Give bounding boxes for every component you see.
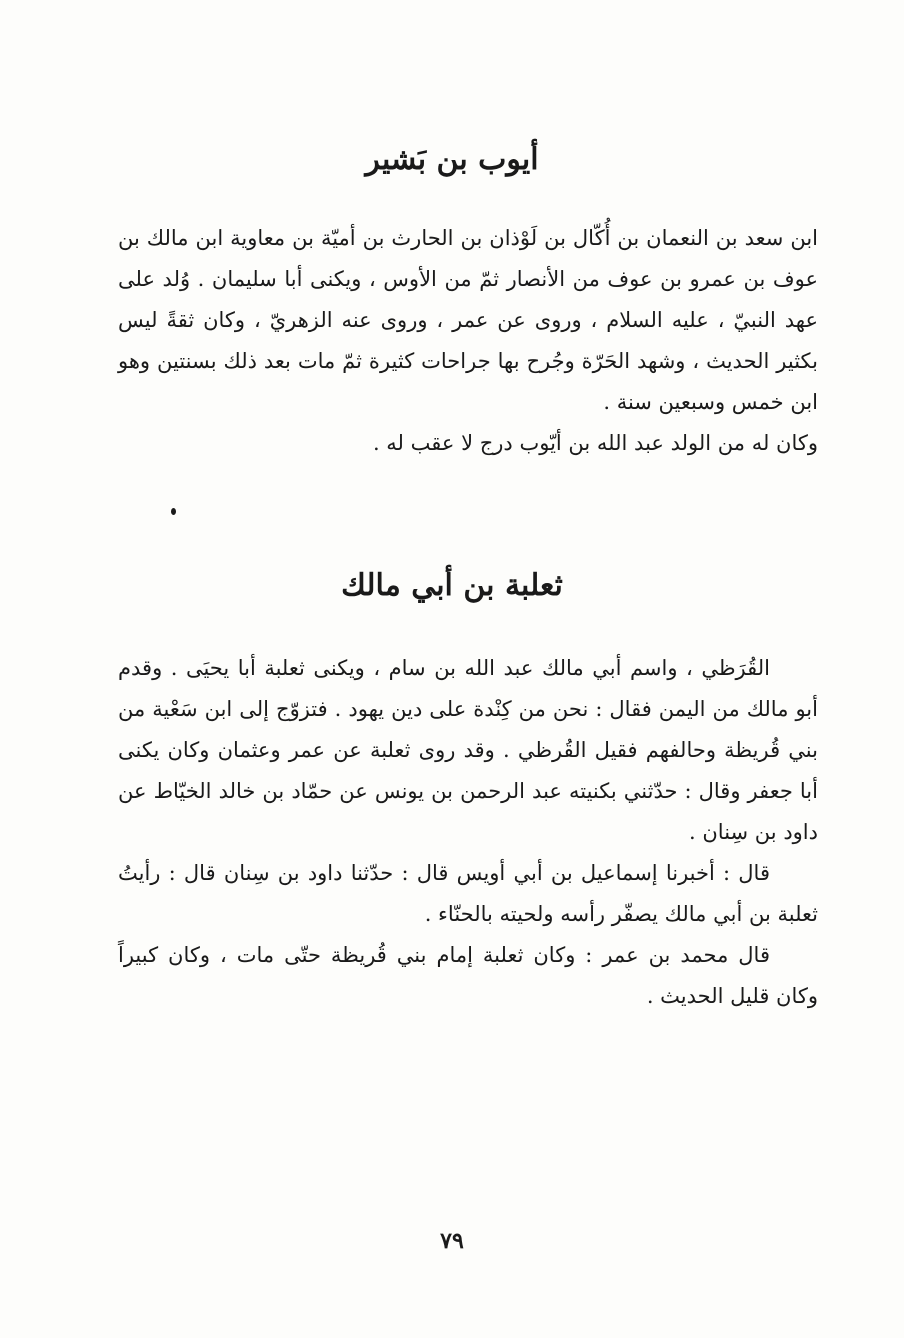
entry-paragraph: قال : أخبرنا إسماعيل بن أبي أويس قال : حدّثنا داود بن سِنان قال : رأيتُ ثعلبة بن أبي مالك يصفّر رأسه ولحيته بالحنّاء . — [118, 861, 818, 926]
entry-paragraph: وكان له من الولد عبد الله بن أيّوب درج لا عقب له . — [372, 431, 818, 455]
entry-paragraph: قال محمد بن عمر : وكان ثعلبة إمام بني قُريظة حتّى مات ، وكان كبيراً وكان قليل الحديث . — [118, 943, 818, 1008]
entry-title-ayyub-ibn-bashir: أيوب بن بَشير — [365, 142, 539, 177]
ink-speck — [171, 508, 176, 515]
entry-paragraph: ابن سعد بن النعمان بن أُكّال بن لَوْذان بن الحارث بن أميّة بن معاوية ابن مالك بن عوف بن عمرو بن عوف من الأنصار ثمّ من الأوس ، ويكنى أبا سليمان . وُلد على عهد النبيّ ، عليه السلام ، وروى عن عمر ، وروى عنه الزهريّ ، وكان ثقةً ليس بكثير الحديث ، وشهد الحَرّة وجُرح بها جراحات كثيرة ثمّ مات بعد ذلك بسنتين وهو ابن خمس وسبعين سنة . — [118, 226, 818, 414]
entry-title-thalaba-ibn-abi-malik: ثعلبة بن أبي مالك — [341, 568, 563, 603]
entry-paragraph: القُرَظي ، واسم أبي مالك عبد الله بن سام ، ويكنى ثعلبة أبا يحيَى . وقدم أبو مالك من اليمن فقال : نحن من كِنْدة على دين يهود . فتزوّج إلى ابن سَعْية من بني قُريظة وحالفهم فقيل القُرظي . وقد روى ثعلبة عن عمر وعثمان وكان يكنى أبا جعفر وقال : حدّثني بكنيته عبد الرحمن بن يونس عن حمّاد بن خالد الخيّاط عن داود بن سِنان . — [118, 656, 818, 844]
entry-body-ayyub-ibn-bashir — [118, 218, 818, 464]
entry-body-thalaba-ibn-abi-malik — [118, 648, 818, 1017]
page-number: ٧٩ — [440, 1228, 464, 1254]
